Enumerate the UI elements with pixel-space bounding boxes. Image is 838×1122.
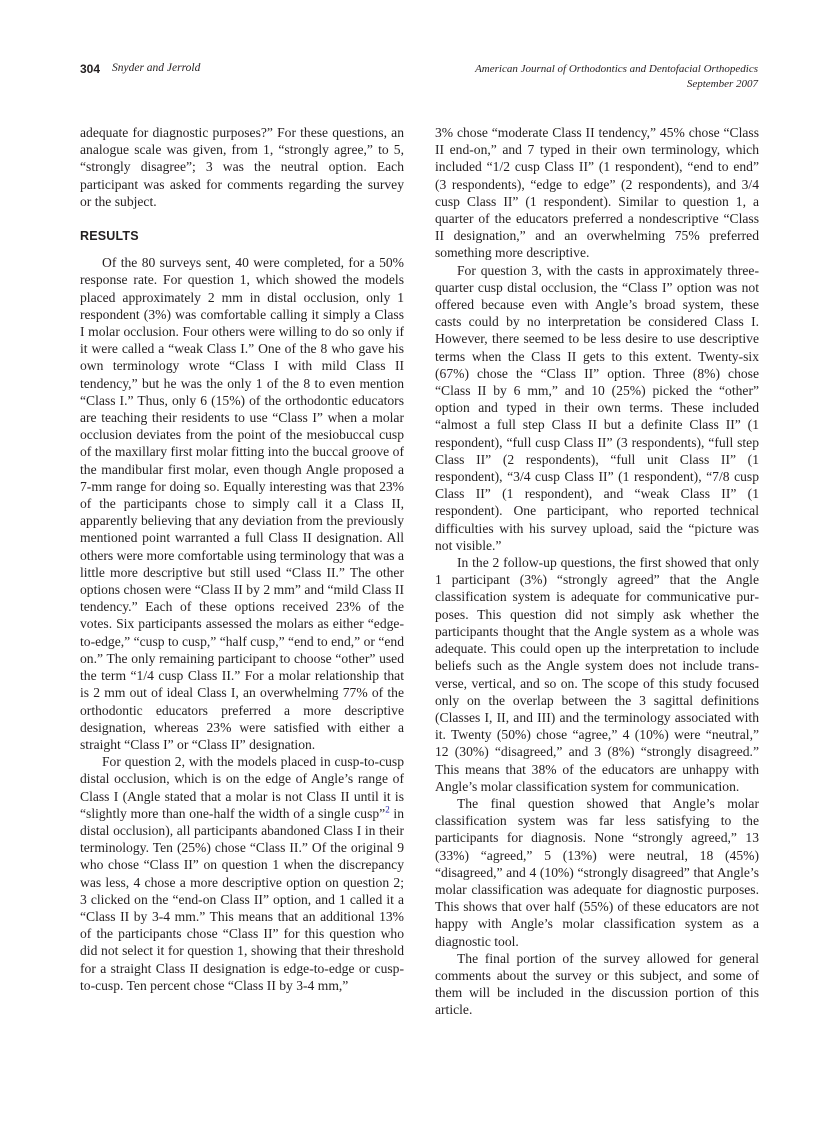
running-head-authors: Snyder and Jerrold: [112, 62, 201, 74]
reference-link-2[interactable]: 2: [385, 804, 390, 815]
paragraph-follow-up-diagnosis: The final question showed that Angle’s molar classification system was far less satisfying to the participants for diagnosis. None “strongly agreed,” 13 (33%) “agreed,” 5 (13%) were neutral, 18 (45%) “disagreed,” and 4 (10%) “strongly disagreed” that Angle’s molar classification was adequate for diagnostic purposes. This shows that over half (55%) of these educators are not happy with Angle’s molar classification system as a diagnostic tool.: [435, 795, 759, 949]
paragraph-question-2: [80, 753, 404, 994]
paragraph-question-1: Of the 80 surveys sent, 40 were completed, for a 50% response rate. For question 1, which showed the models placed approximately 2 mm in distal occlusion, only 1 respondent (3%) was comfortable calling it simply a Class I molar occlusion. Four others were willing to do so only if it were called a “weak Class I.” One of the 8 who gave his own terminology wrote “Class I with mild Class II tendency,” but he was the only 1 of the 8 to even mention “Class I.” Thus, only 6 (15%) of the orthodontic educators are teaching their residents to use “Class I” when a molar occlusion deviates from the point of the mesiobuccal cusp of the maxillary first molar fitting into the buccal groove of the mandibular first molar, even though Angle proposed a 7-mm range for doing so. Equally interesting was that 23% of the participants chose to simply call it a Class II, apparently believing that any deviation from the previously mentioned point warranted a full Class II designation. All others were more comfortable using terminology that was a little more descriptive but still used “Class II.” The other options chosen were “Class II by 2 mm” and “mild Class II tendency.” Each of these options received 23% of the votes. Six participants assessed the molars as either “edge-to-edge,” “cusp to cusp,” “half cusp,” “end to end,” or “end on.” The only remaining participant to choose “other” used the term “1/4 cusp Class II.” For a molar relationship that is 2 mm out of ideal Class I, an overwhelming 77% of the orthodontic educators preferred a more descriptive designation, whereas 23% were satisfied with either a straight “Class I” or “Class II” designation.: [80, 255, 404, 752]
section-heading-results: RESULTS: [80, 229, 139, 244]
right-column: [435, 124, 759, 1019]
paragraph-methods-end: adequate for diagnostic purposes?” For these questions, an analogue scale was given, from 1, “strongly agree,” to 5, “strongly disagree”; 3 was the neutral option. Each participant was asked for comments regarding the survey or the subject.: [80, 125, 404, 209]
paragraph-general-comments: The final portion of the survey allowed for general comments about the survey or this subject, and some of them will be included in the discussion portion of this article.: [435, 950, 759, 1018]
paragraph-question-3: For question 3, with the casts in approximately three-quarter cusp distal occlusion, the “Class I” option was not offered because even with Angle’s broad system, these casts could by no interpretation be considered Class I. However, there seemed to be less desire to use descriptive terms when the Class II gets to this extent. Twenty-six (67%) chose the “Class II” option. Three (8%) chose “Class II by 6 mm,” and 10 (25%) picked the “other” option and typed in their own terms. These included “almost a full step Class II but a definite Class II” (1 respondent), “full cusp Class II” (3 respondents), “full step Class II” (2 respondents), “full unit Class II” (1 respondent), “3/4 cusp Class II” (1 respondent), “7/8 cusp Class II” (1 respondent), and “weak Class II” (1 respondent). One participant, who reported technical difficulties with his survey upload, said the “picture was not visible.”: [435, 262, 759, 553]
paragraph-question-2-continued: 3% chose “moderate Class II tendency,” 45% chose “Class II end-on,” and 7 typed in their own terminology, which included “1/2 cusp Class II” (1 respondent), “end to end” (3 respondents), “edge to edge” (2 respondents), and 3/4 cusp Class II” (1 respondent). Similar to question 1, a quarter of the educators preferred a nondescriptive “Class II designation,” and an overwhelming 75% preferred something more descriptive.: [435, 125, 759, 261]
paragraph-question-2-text-a: For question 2, with the models placed in cusp-to-cusp distal occlusion, which is on the edge of Angle’s range of Class I (Angle stated that a molar is not Class II until it is “slightly more than one-half the width of a single cusp”: [80, 754, 404, 821]
running-head: [80, 62, 758, 102]
running-head-journal: [475, 62, 758, 92]
paragraph-question-2-text-b: in distal occlusion), all participants abandoned Class I in their terminology. Ten (25%) chose “Class II.” Of the original 9 who chose “Class II” on question 1 when the discrepancy was less, 4 chose a more descriptive option on question 2; 3 clicked on the “end-on Class II” option, and 1 called it a “Class II by 3-4 mm.” This means that an additional 13% of the participants chose “Class II” for this question who did not select it for question 1, showing that their threshold for a straight Class II designation is edge-to-edge or cusp-to-cusp. Ten percent chose “Class II by 3-4 mm,”: [80, 805, 404, 993]
paragraph-follow-up-communication: In the 2 follow-up questions, the first showed that only 1 participant (3%) “strongly agreed” that the Angle classification system is adequate for communicative purposes. This question did not simply ask whether the participants thought that the Angle system as a whole was adequate. This could open up the interpretation to include beliefs such as the Angle system does not include transverse, vertical, and so on. The scope of this study focused only on the overlap between the 3 sagittal definitions (Classes I, II, and III) and the terminology associated with it. Twenty (50%) chose “agree,” 4 (10%) were “neutral,” 12 (30%) “disagreed,” and 3 (8%) “strongly disagreed.” This means that 38% of the educators are unhappy with Angle’s molar classification system for communication.: [435, 555, 759, 794]
journal-title: American Journal of Orthodontics and Dentofacial Orthopedics: [475, 63, 758, 75]
left-column: [80, 124, 404, 994]
journal-issue-date: September 2007: [686, 78, 758, 90]
page-number: 304: [80, 62, 101, 76]
